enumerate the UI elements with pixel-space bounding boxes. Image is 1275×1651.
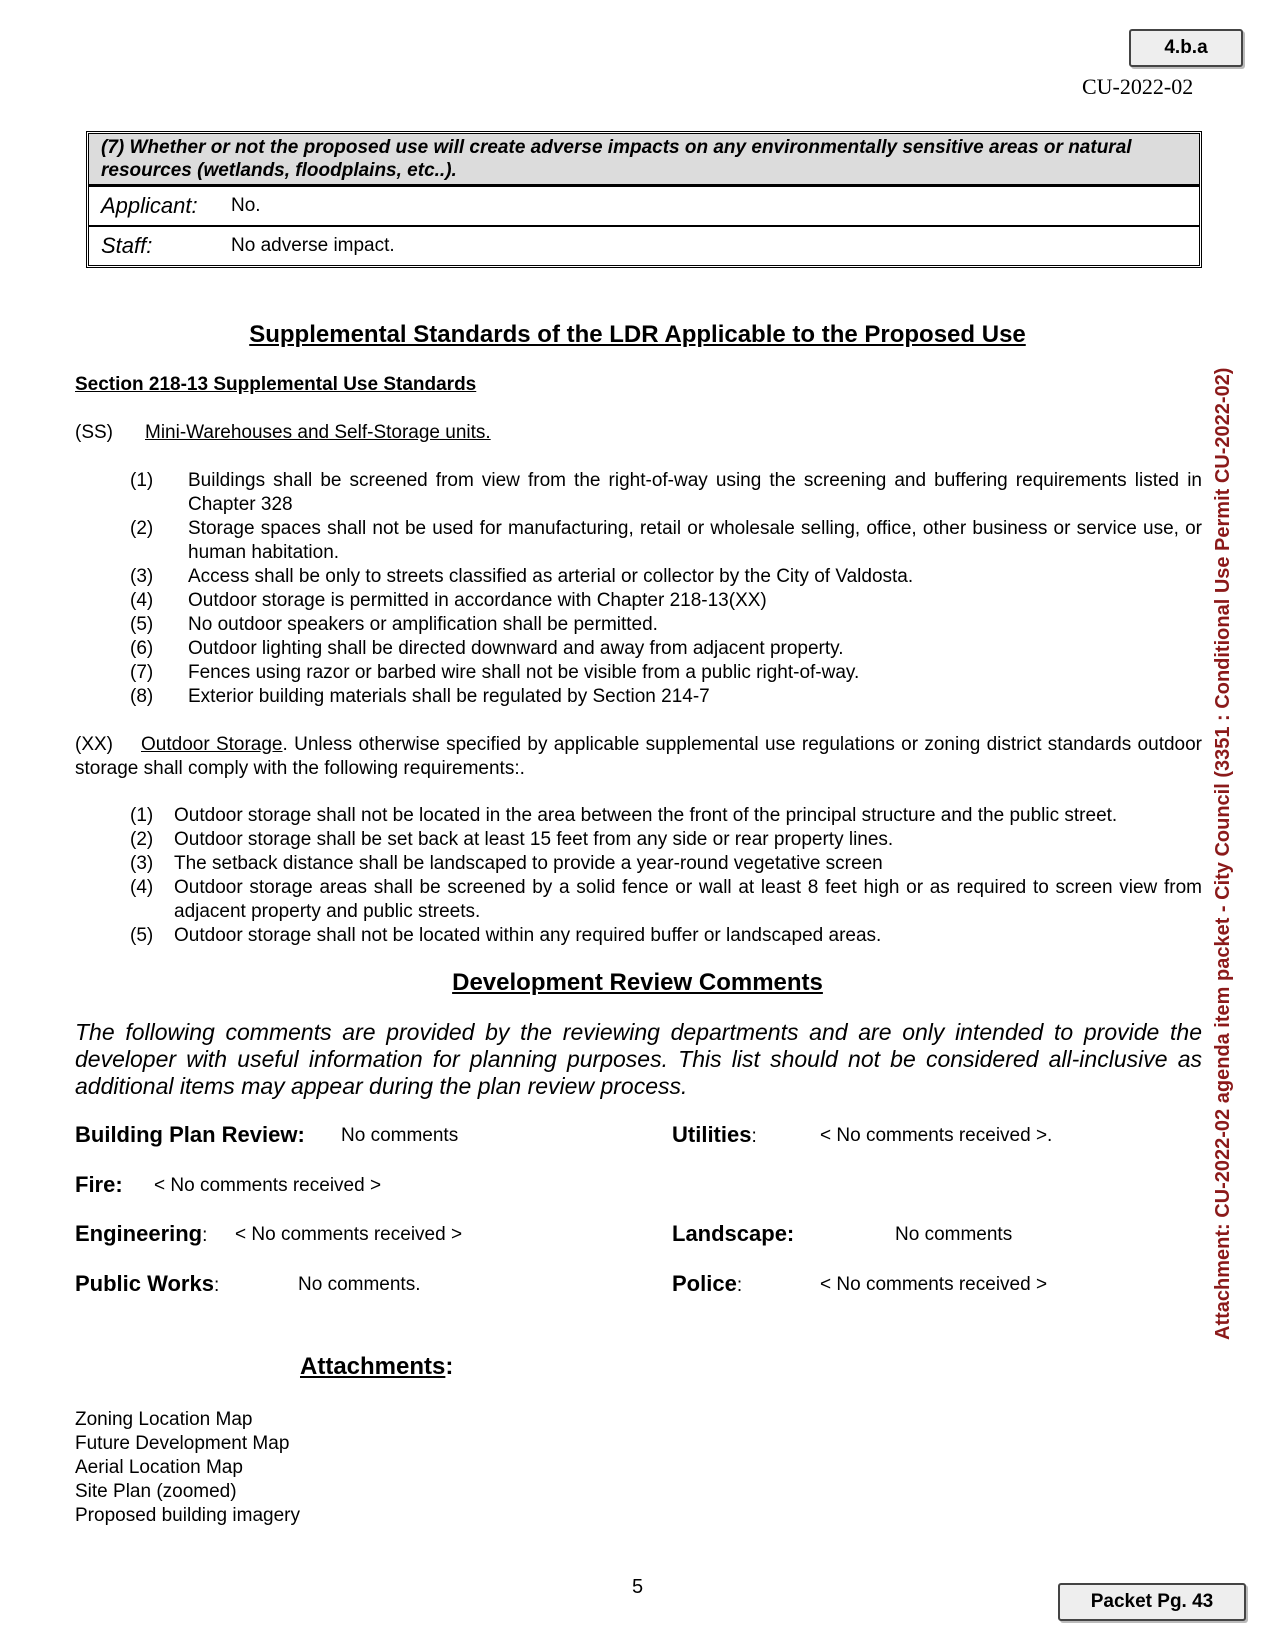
ss-code: (SS)	[75, 422, 113, 443]
comment-landscape	[672, 1221, 794, 1247]
list-item	[130, 517, 1202, 565]
item-text: Outdoor storage shall be set back at least 15 feet from any side or rear property lines.	[174, 829, 894, 850]
list-item	[130, 661, 1202, 685]
item-number: (6)	[130, 638, 154, 659]
criterion-value: No.	[231, 195, 261, 216]
ss-title: Mini-Warehouses and Self-Storage units.	[145, 422, 491, 443]
comment-fire-value: < No comments received >	[154, 1175, 382, 1196]
item-text: Outdoor storage shall not be located within any required buffer or landscaped areas.	[174, 925, 882, 946]
item-number: (1)	[130, 470, 154, 491]
item-text: The setback distance shall be landscaped to provide a year-round vegetative screen	[174, 853, 883, 874]
ss-subsection-heading	[75, 421, 491, 445]
attachment-item: Site Plan (zoomed)	[75, 1481, 237, 1502]
item-text: Fences using razor or barbed wire shall not be visible from a public right-of-way.	[188, 662, 860, 683]
comment-police	[672, 1271, 742, 1297]
comment-engineering-value: < No comments received >	[235, 1224, 463, 1245]
comment-separator: :	[213, 1275, 220, 1296]
list-item	[130, 924, 1202, 948]
item-number: (1)	[130, 805, 154, 826]
case-number: CU-2022-02	[1082, 74, 1194, 99]
item-text: Outdoor storage areas shall be screened by a solid fence or wall at least 8 feet high or as required to screen view from adjacent property and public streets.	[174, 877, 1202, 922]
list-item	[130, 685, 1202, 709]
item-text: Storage spaces shall not be used for manufacturing, retail or wholesale selling, office, other business or service use, or human habitation.	[188, 518, 1202, 563]
section-heading: Section 218-13 Supplemental Use Standards	[75, 374, 477, 395]
comment-separator: :	[202, 1225, 208, 1246]
attachment-item: Future Development Map	[75, 1433, 290, 1454]
item-text: Outdoor lighting shall be directed downward and away from adjacent property.	[188, 638, 844, 659]
list-item	[130, 469, 1202, 517]
xx-text: . Unless otherwise specified by applicable supplemental use regulations or zoning district standards outdoor storage shall comply with the following requirements:.	[75, 734, 1202, 779]
list-item	[130, 876, 1202, 924]
item-number: (2)	[130, 829, 154, 850]
criterion-value: No adverse impact.	[231, 235, 395, 256]
criterion-row-applicant	[89, 187, 1199, 225]
item-text: Buildings shall be screened from view from the right-of-way using the screening and buffering requirements listed in Chapter 328	[188, 470, 1202, 515]
list-item	[130, 565, 1202, 589]
item-number: (3)	[130, 853, 154, 874]
ss-standards-list	[130, 469, 1202, 709]
comment-separator: :	[751, 1126, 757, 1147]
comment-label: Public Works	[75, 1271, 214, 1296]
review-intro-text: The following comments are provided by the reviewing departments and are only intended to provide the developer with useful information for planning purposes. This list should not be considered all-inclusive as additional items may appear during the plan review process.	[75, 1019, 1202, 1099]
criterion-heading: (7) Whether or not the proposed use will create adverse impacts on any environmentally sensitive areas or natural resources (wetlands, floodplains, etc..).	[89, 134, 1199, 187]
item-number: (8)	[130, 686, 154, 707]
comment-fire	[75, 1172, 123, 1198]
list-item	[130, 637, 1202, 661]
attachments-title-separator: :	[445, 1353, 454, 1380]
item-number: (4)	[130, 877, 154, 898]
comment-public-works-value: No comments.	[298, 1274, 421, 1295]
xx-requirements-list	[130, 804, 1202, 948]
packet-page-badge: Packet Pg. 43	[1058, 1583, 1246, 1621]
comment-label: Fire:	[75, 1172, 123, 1197]
comment-engineering	[75, 1221, 207, 1247]
list-item	[130, 852, 1202, 876]
xx-title: Outdoor Storage	[141, 734, 283, 755]
comment-utilities-value: < No comments received >.	[820, 1125, 1053, 1146]
criterion-table	[86, 131, 1202, 268]
item-text: Outdoor storage is permitted in accordance with Chapter 218-13(XX)	[188, 590, 767, 611]
attachment-item: Zoning Location Map	[75, 1409, 253, 1430]
list-item	[130, 613, 1202, 637]
comment-label: Building Plan Review:	[75, 1122, 305, 1147]
list-item	[130, 589, 1202, 613]
comment-police-value: < No comments received >	[820, 1274, 1048, 1295]
xx-code: (XX)	[75, 734, 113, 755]
item-number: (4)	[130, 590, 154, 611]
item-text: No outdoor speakers or amplification shall be permitted.	[188, 614, 658, 635]
comment-label: Engineering	[75, 1221, 203, 1246]
item-text: Outdoor storage shall not be located in the area between the front of the principal structure and the public street.	[174, 805, 1118, 826]
item-number-badge: 4.b.a	[1129, 29, 1243, 67]
attachments-list	[75, 1408, 300, 1528]
list-item	[130, 804, 1202, 828]
comment-label: Utilities	[672, 1122, 752, 1147]
xx-paragraph	[75, 733, 1202, 781]
criterion-label: Staff:	[101, 233, 153, 258]
side-attachment-label: Attachment: CU-2022-02 agenda item packet - City Council (3351 : Conditional Use Permit CU-2022-02)	[1212, 367, 1234, 1340]
comment-utilities	[672, 1122, 757, 1148]
comment-label: Police	[672, 1271, 737, 1296]
attachments-title	[300, 1353, 453, 1381]
criterion-row-staff	[89, 225, 1199, 265]
item-number: (5)	[130, 614, 154, 635]
attachment-item: Aerial Location Map	[75, 1457, 243, 1478]
item-number: (3)	[130, 566, 154, 587]
attachments-title-text: Attachments	[300, 1353, 446, 1380]
comment-label: Landscape:	[672, 1221, 795, 1246]
attachment-item: Proposed building imagery	[75, 1505, 300, 1526]
supplemental-standards-title: Supplemental Standards of the LDR Applicable to the Proposed Use	[249, 321, 1026, 348]
page-number: 5	[631, 1576, 644, 1598]
comment-building-value: No comments	[341, 1125, 459, 1146]
comment-separator: :	[736, 1275, 743, 1296]
comment-public-works	[75, 1271, 219, 1297]
item-number: (5)	[130, 925, 154, 946]
item-number: (7)	[130, 662, 154, 683]
item-text: Exterior building materials shall be regulated by Section 214-7	[188, 686, 710, 707]
item-text: Access shall be only to streets classified as arterial or collector by the City of Valdosta.	[188, 566, 914, 587]
review-comments-title: Development Review Comments	[452, 969, 823, 996]
criterion-label: Applicant:	[101, 193, 198, 218]
comment-building	[75, 1122, 305, 1148]
list-item	[130, 828, 1202, 852]
comment-landscape-value: No comments	[895, 1224, 1013, 1245]
item-number: (2)	[130, 518, 154, 539]
